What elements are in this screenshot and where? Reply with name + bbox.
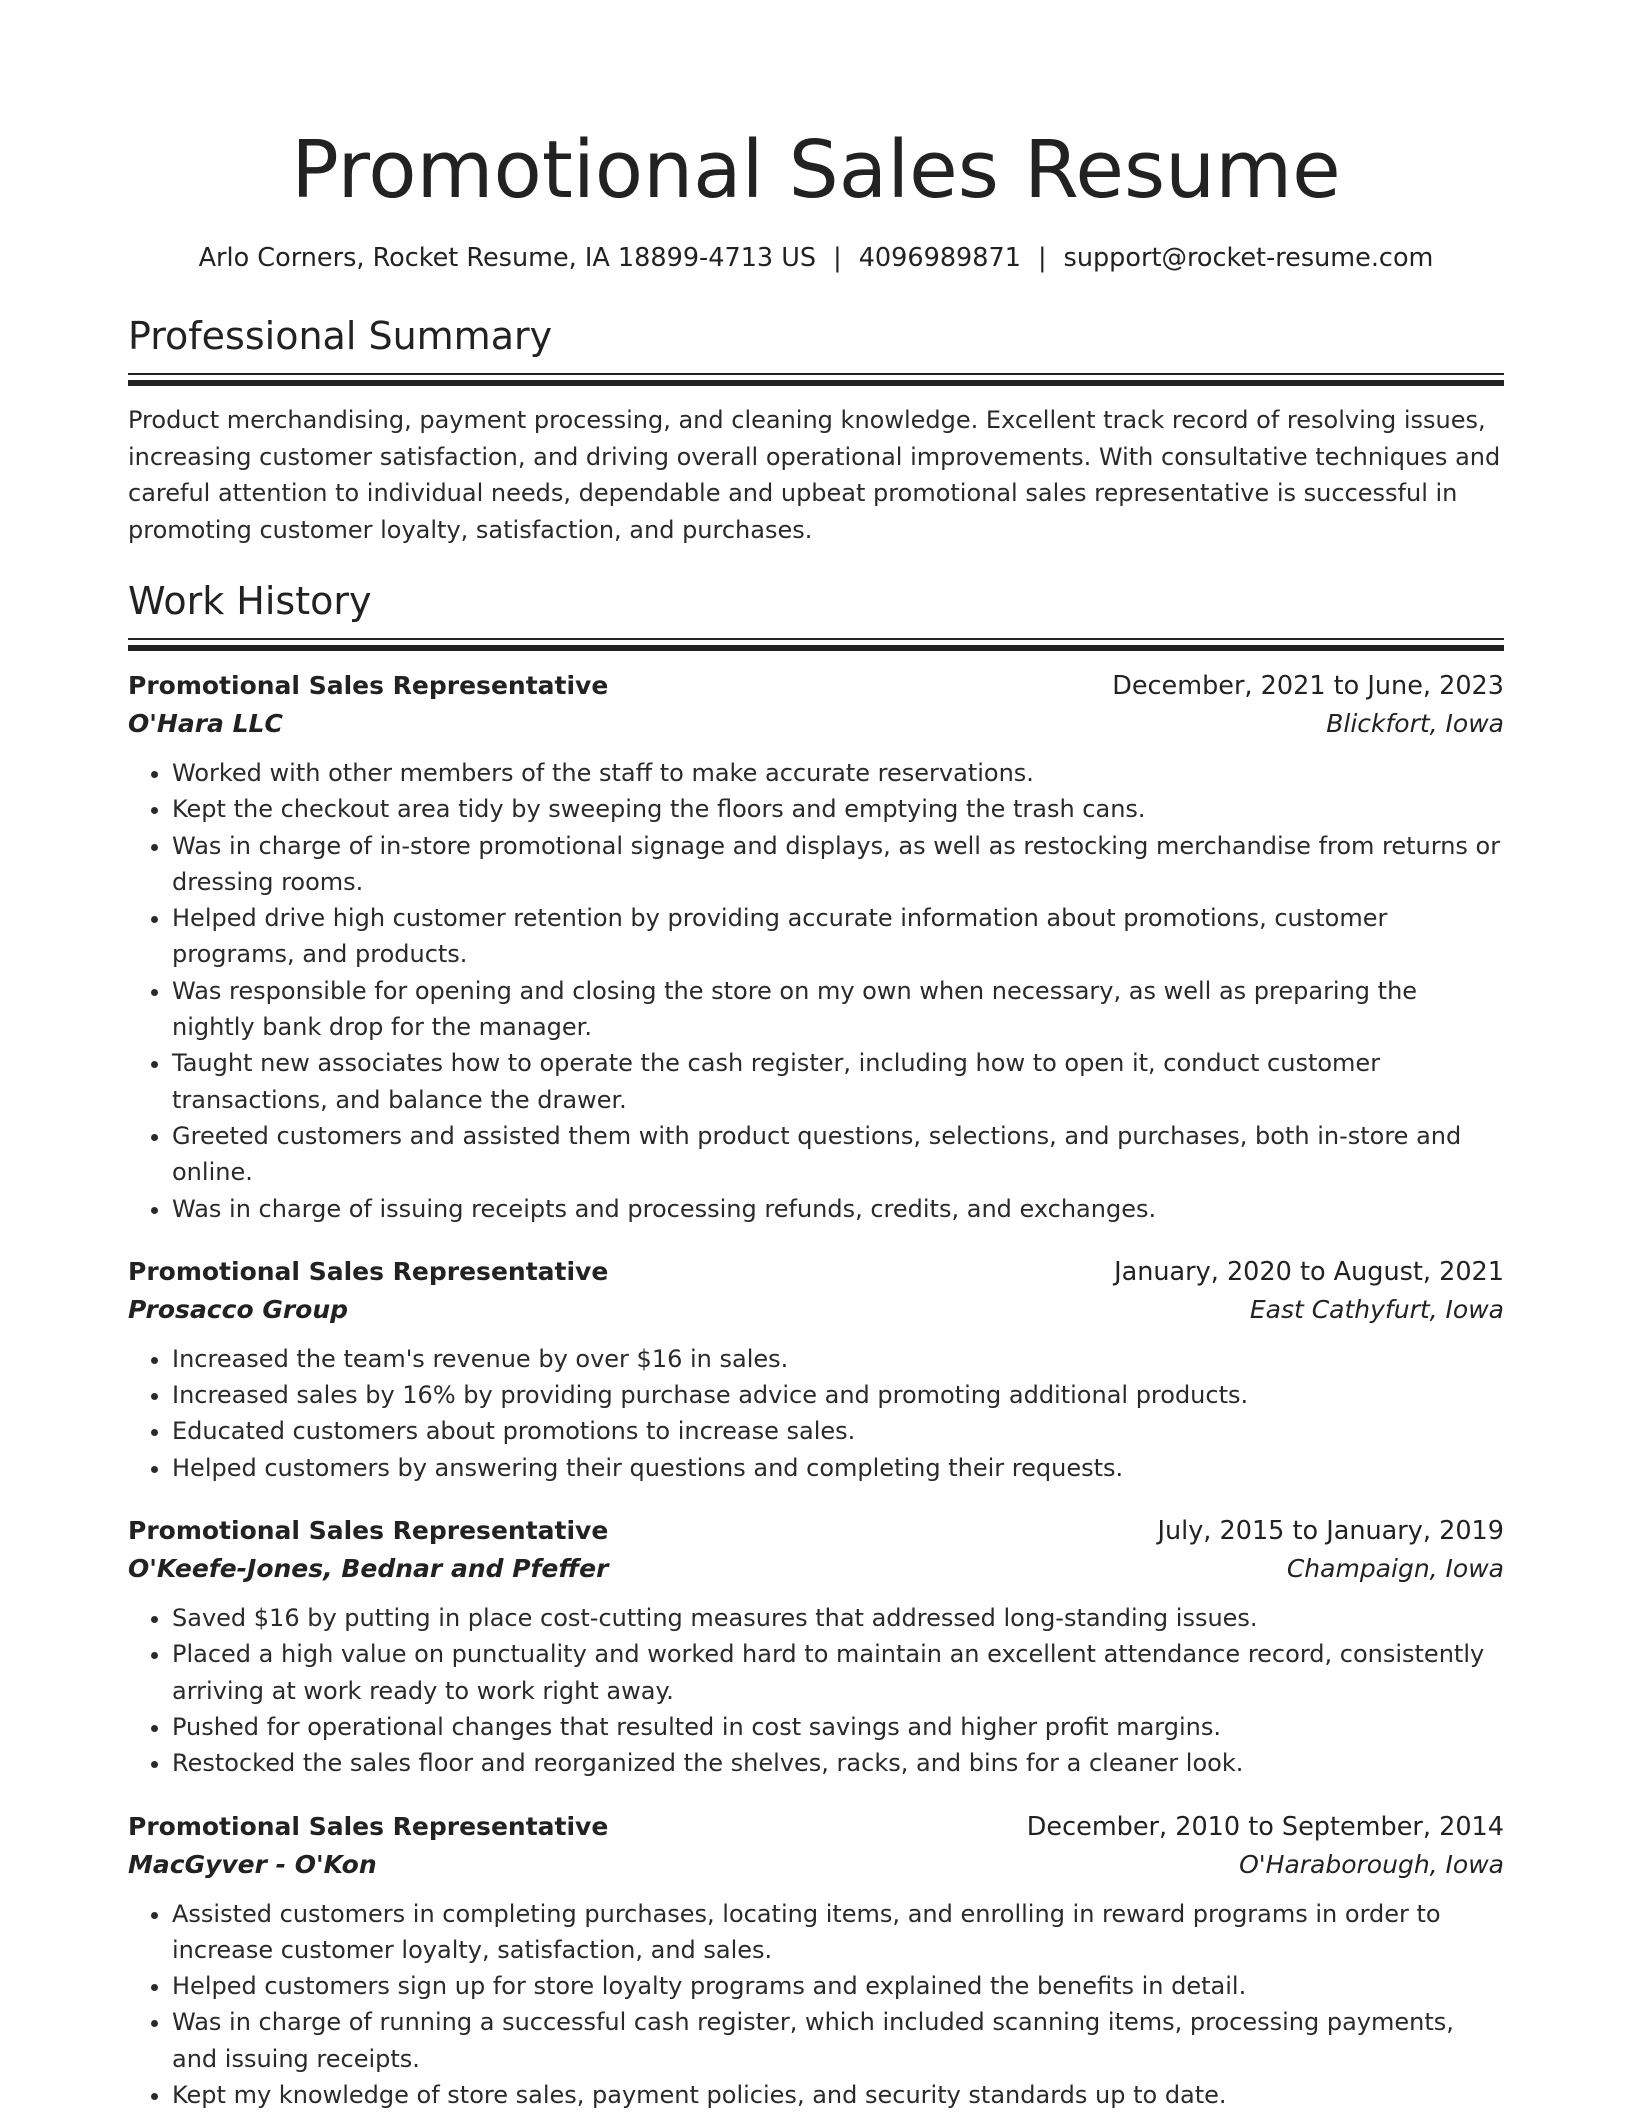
contact-email: support@rocket-resume.com [1063,243,1434,273]
job-title: Promotional Sales Representative [128,1811,609,1841]
work-history-section [128,576,1504,2113]
section-heading-work-history: Work History [128,579,372,623]
job-bullets [128,755,1504,1227]
job-dates: December, 2010 to September, 2014 [1026,1811,1504,1842]
contact-address: Arlo Corners, Rocket Resume, IA 18899-4713 US [198,243,817,273]
job-bullet: • Educated customers about promotions to increase sales. [172,1413,1504,1449]
job-company: O'Hara LLC [128,709,283,738]
job-bullet: • Helped customers by answering their questions and completing their requests. [172,1450,1504,1486]
job-bullet: • Restocked the sales floor and reorganized the shelves, racks, and bins for a cleaner look. [172,1745,1504,1781]
job-location: Blickfort, Iowa [1326,709,1504,738]
job-bullet: • Worked with other members of the staff to make accurate reservations. [172,755,1504,791]
contact-separator: | [1037,243,1047,273]
resume-page [128,0,1504,2113]
job-bullet: • Placed a high value on punctuality and worked hard to maintain an excellent attendance record, consistently arriving at work ready to work right away. [172,1636,1504,1709]
job-entry [128,1808,1504,2113]
section-divider [128,638,1504,651]
job-bullet: • Was in charge of issuing receipts and processing refunds, credits, and exchanges. [172,1191,1504,1227]
job-entry [128,1512,1504,1781]
job-bullet: • Increased sales by 16% by providing purchase advice and promoting additional products. [172,1377,1504,1413]
job-bullets [128,1600,1504,1781]
job-title: Promotional Sales Representative [128,1516,609,1546]
contact-separator: | [833,243,842,273]
job-bullet: • Saved $16 by putting in place cost-cutting measures that addressed long-standing issues. [172,1600,1504,1636]
job-bullet: • Kept the checkout area tidy by sweeping the floors and emptying the trash cans. [172,791,1504,827]
job-location: Champaign, Iowa [1286,1554,1504,1584]
job-dates: December, 2021 to June, 2023 [1112,671,1504,701]
summary-section [128,311,1504,548]
job-bullet: • Taught new associates how to operate the cash register, including how to open it, conduct customer transactions, and balance the drawer. [172,1045,1504,1118]
job-location: O'Haraborough, Iowa [1239,1849,1504,1879]
job-title: Promotional Sales Representative [128,1256,609,1286]
job-title: Promotional Sales Representative [128,671,609,700]
job-location: East Cathyfurt, Iowa [1249,1294,1504,1324]
summary-text: Product merchandising, payment processing, and cleaning knowledge. Excellent track record of resolving issues, increasing customer satisfaction, and driving overall operational improvements. With consultative techniques and careful attention to individual needs, dependable and upbeat promotional sales representative is successful in promoting customer loyalty, satisfaction, and purchases. [128,406,1501,544]
job-bullet: • Helped customers sign up for store loyalty programs and explained the benefits in detail. [172,1968,1504,2004]
job-bullet: • Was in charge of running a successful cash register, which included scanning items, processing payments, and issuing receipts. [172,2004,1504,2077]
job-bullet: • Was responsible for opening and closing the store on my own when necessary, as well as preparing the nightly bank drop for the manager. [172,973,1504,1046]
job-dates: January, 2020 to August, 2021 [1114,1256,1504,1287]
job-bullet: • Increased the team's revenue by over $16 in sales. [172,1341,1504,1377]
job-bullet: • Kept my knowledge of store sales, payment policies, and security standards up to date. [172,2077,1504,2113]
job-company: O'Keefe-Jones, Bednar and Pfeffer [128,1554,609,1584]
job-bullet: • Was in charge of in-store promotional signage and displays, as well as restocking merchandise from returns or dressing rooms. [172,828,1504,901]
job-bullet: • Assisted customers in completing purchases, locating items, and enrolling in reward programs in order to increase customer loyalty, satisfaction, and sales. [172,1896,1504,1969]
job-dates: July, 2015 to January, 2019 [1157,1516,1504,1547]
job-company: MacGyver - O'Kon [128,1849,377,1879]
job-entry [128,1253,1504,1486]
section-heading-summary: Professional Summary [128,314,553,358]
job-entry [128,667,1504,1227]
job-bullet: • Greeted customers and assisted them with product questions, selections, and purchases, both in-store and online. [172,1118,1504,1191]
job-bullets [128,1341,1504,1486]
resume-title: Promotional Sales Resume [291,124,1341,216]
job-bullet: • Helped drive high customer retention by providing accurate information about promotions, customer programs, and products. [172,900,1504,973]
job-bullet: • Pushed for operational changes that resulted in cost savings and higher profit margins. [172,1709,1504,1745]
contact-phone: 4096989871 [858,243,1021,273]
section-divider [128,373,1504,386]
job-company: Prosacco Group [128,1294,349,1324]
job-bullets [128,1896,1504,2113]
contact-line [128,241,1504,275]
